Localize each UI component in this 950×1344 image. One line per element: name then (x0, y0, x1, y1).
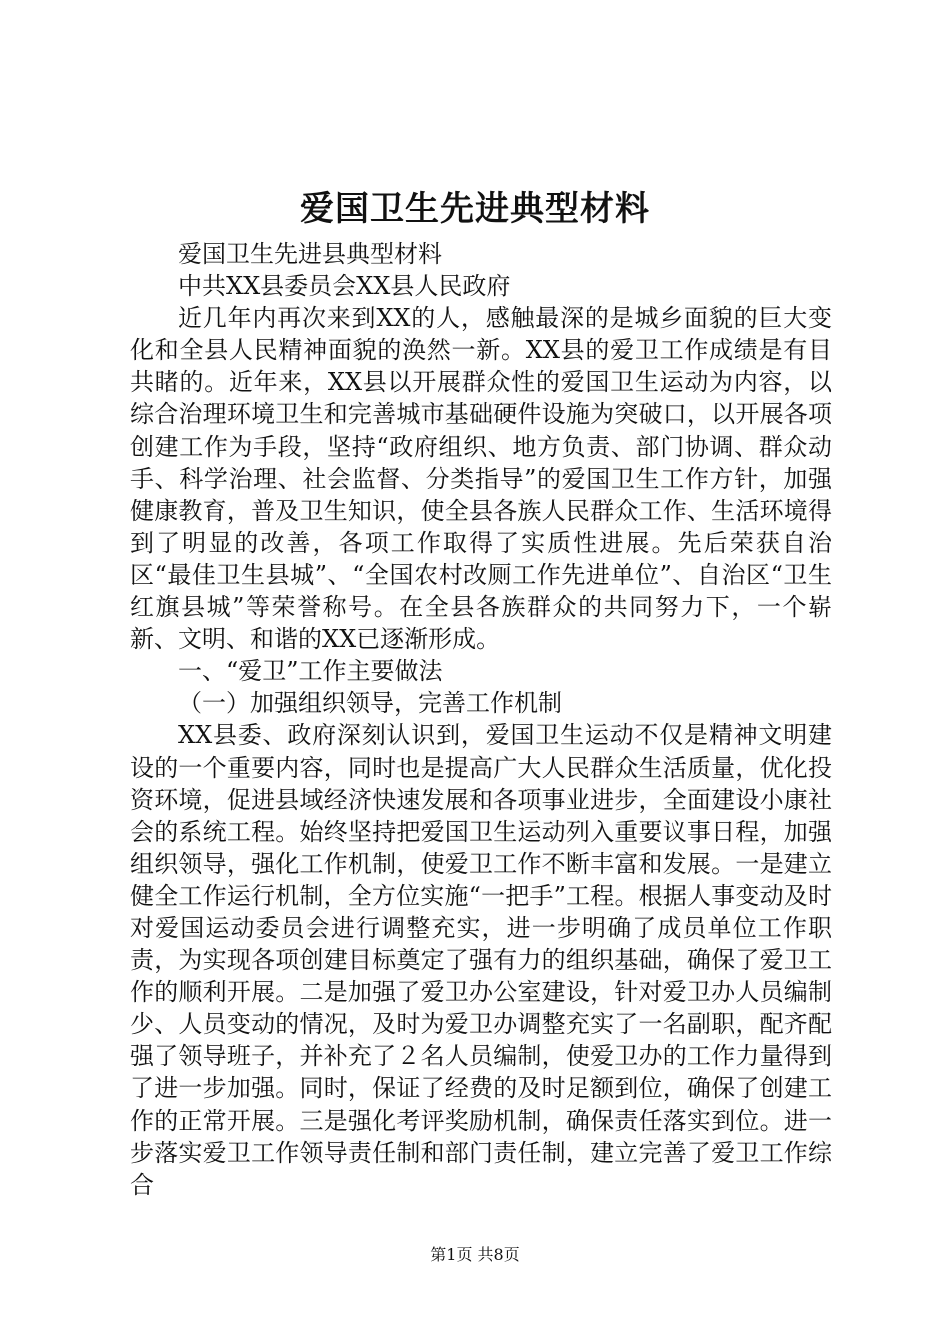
document-title: 爱国卫生先进典型材料 (300, 189, 650, 229)
document-body (130, 238, 832, 1201)
paragraph-intro: 近几年内再次来到XX的人，感触最深的是城乡面貌的巨大变化和全县人民精神面貌的涣然一新。XX县的爱卫工作成绩是有目共睹的。近年来，XX县以开展群众性的爱国卫生运动为内容，以综合治理环境卫生和完善城市基础硬件设施为突破口，以开展各项创建工作为手段，坚持“政府组织、地方负责、部门协调、群众动手、科学治理、社会监督、分类指导”的爱国卫生工作方针，加强健康教育，普及卫生知识，使全县各族人民群众工作、生活环境得到了明显的改善，各项工作取得了实质性进展。先后荣获自治区“最佳卫生县城”、“全国农村改厕工作先进单位”、自治区“卫生红旗县城”等荣誉称号。在全县各族群众的共同努力下，一个崭新、文明、和谐的XX已逐渐形成。 (130, 304, 832, 654)
subsection-heading: （一）加强组织领导，完善工作机制 (178, 689, 562, 718)
paragraph-body: XX县委、政府深刻认识到，爱国卫生运动不仅是精神文明建设的一个重要内容，同时也是提高广大人民群众生活质量，优化投资环境，促进县域经济快速发展和各项事业进步，全面建设小康社会的系统工程。始终坚持把爱国卫生运动列入重要议事日程，加强组织领导，强化工作机制，使爱卫工作不断丰富和发展。一是建立健全工作运行机制，全方位实施“一把手”工程。根据人事变动及时对爱国运动委员会进行调整充实，进一步明确了成员单位工作职责，为实现各项创建目标奠定了强有力的组织基础，确保了爱卫工作的顺利开展。二是加强了爱卫办公室建设，针对爱卫办人员编制少、人员变动的情况，及时为爱卫办调整充实了一名副职，配齐配强了领导班子，并补充了２名人员编制，使爱卫办的工作力量得到了进一步加强。同时，保证了经费的及时足额到位，确保了创建工作的正常开展。三是强化考评奖励机制，确保责任落实到位。进一步落实爱卫工作领导责任制和部门责任制，建立完善了爱卫工作综合 (130, 721, 832, 1199)
paragraph-author: 中共XX县委员会XX县人民政府 (178, 272, 511, 301)
section-heading: 一、“爱卫”工作主要做法 (178, 657, 443, 686)
paragraph-subtitle: 爱国卫生先进县典型材料 (178, 240, 442, 268)
page-footer: 第1页 共8页 (430, 1245, 520, 1264)
